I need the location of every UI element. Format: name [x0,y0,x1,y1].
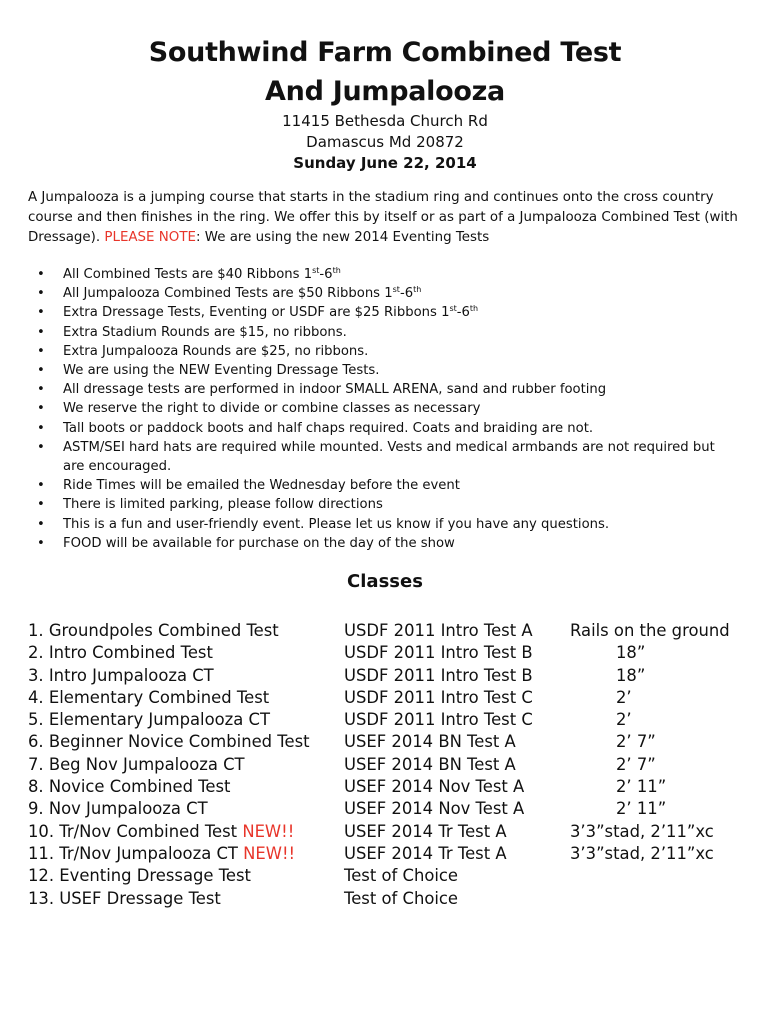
list-item [37,323,737,342]
bullet-icon: • [37,401,45,417]
class-name: 3. Intro Jumpalooza CT [28,665,214,685]
please-note-text: : We are using the new 2014 Eventing Tests [195,230,490,245]
table-row [28,888,748,910]
table-row [28,754,748,776]
table-row [28,821,748,843]
list-item [37,265,737,284]
title-line-2: And Jumpalooza [265,76,505,107]
ordinal-superscript: th [332,266,341,275]
table-row [28,843,748,865]
list-item [37,284,737,303]
table-row [28,776,748,798]
table-row [28,798,748,820]
list-item-text: There is limited parking, please follow directions [63,497,383,513]
class-name: 6. Beginner Novice Combined Test [28,732,310,752]
dressage-test: USDF 2011 Intro Test B [344,665,533,685]
address-street: 11415 Bethesda Church Rd [282,112,488,130]
list-item-text: All dressage tests are performed in indoor SMALL ARENA, sand and rubber footing [63,382,607,398]
rules-list [37,265,737,553]
table-row [28,731,748,753]
intro-paragraph [28,188,748,248]
ordinal-superscript: th [469,304,479,314]
dressage-test: USEF 2014 Tr Test A [344,843,507,863]
bullet-icon: • [37,420,45,436]
dressage-test: USEF 2014 Tr Test A [344,821,507,841]
bullet-icon: • [37,382,45,398]
address-city: Damascus Md 20872 [306,133,464,151]
dressage-test: USEF 2014 Nov Test A [344,799,525,819]
dressage-test: USDF 2011 Intro Test C [344,687,533,707]
bullet-icon: • [37,286,45,302]
list-item-text: This is a fun and user-friendly event. Please let us know if you have any questions. [63,516,610,532]
fence-height: 2’ 7” [616,754,656,774]
list-item-text: -6 [456,305,470,321]
table-row [28,642,748,664]
class-name-with-new [28,843,295,865]
fence-height: 2’ 11” [616,799,667,819]
bullet-icon: • [37,324,45,340]
list-item-text: All Jumpalooza Combined Tests are $50 Ribbons 1 [63,286,393,302]
dressage-test: USEF 2014 BN Test A [344,754,516,774]
list-item [37,438,737,476]
class-name: 13. USEF Dressage Test [28,888,221,908]
dressage-test: USDF 2011 Intro Test C [344,710,533,730]
bullet-icon: • [37,497,45,513]
dressage-test: Test of Choice [344,866,459,886]
fence-height: 2’ 7” [616,732,656,752]
list-item-text: All Combined Tests are $40 Ribbons 1 [63,267,313,282]
bullet-icon: • [37,305,45,321]
list-item-text: ASTM/SEI hard hats are required while mounted. Vests and medical armbands are not required but are encouraged. [63,439,715,475]
fence-height: 18” [616,643,646,663]
bullet-icon: • [37,535,45,551]
new-badge: NEW!! [243,843,296,863]
class-name-with-new [28,821,294,843]
dressage-test: USDF 2011 Intro Test A [344,621,533,640]
class-name: 12. Eventing Dressage Test [28,866,251,886]
class-name: 10. Tr/Nov Combined Test [28,821,243,841]
list-item-text: -6 [399,286,414,302]
fence-height: 2’ 11” [616,777,667,797]
fence-height: 3’3”stad, 2’11”xc [570,843,714,863]
ordinal-superscript: st [312,266,320,275]
classes-table [28,620,748,910]
class-name: 8. Novice Combined Test [28,777,231,797]
list-item-text: FOOD will be available for purchase on the day of the show [63,535,455,551]
intro-text: A Jumpalooza is a jumping course that starts in the stadium ring and continues onto the cross country course and then finishes in the ring. We offer this by itself or as part of a Jumpalooza Combined Test (with Dressage). [28,190,738,245]
fence-height: 18” [616,665,646,685]
bullet-icon: • [37,343,45,359]
fence-height: Rails on the ground [570,621,730,640]
list-item-text: Extra Jumpalooza Rounds are $25, no ribbons. [63,343,369,359]
table-row [28,620,748,642]
class-name: 4. Elementary Combined Test [28,687,270,707]
ordinal-superscript: th [413,285,422,295]
class-name: 2. Intro Combined Test [28,643,213,663]
list-item-text: We reserve the right to divide or combine classes as necessary [63,401,481,417]
fence-height: 2’ [616,687,632,707]
list-item-text: Extra Stadium Rounds are $15, no ribbons. [63,324,347,340]
ordinal-superscript: st [449,304,457,314]
list-item [37,495,737,514]
list-item-text: -6 [319,267,333,282]
dressage-test: Test of Choice [344,888,459,908]
list-item [37,534,737,553]
please-note-label: PLEASE NOTE [104,230,196,245]
table-row [28,709,748,731]
dressage-test: USEF 2014 Nov Test A [344,777,525,797]
new-badge: NEW!! [242,821,295,841]
class-name: 7. Beg Nov Jumpalooza CT [28,754,245,774]
list-item [37,419,737,438]
bullet-icon: • [37,439,45,455]
bullet-icon: • [37,516,45,532]
table-row [28,865,748,887]
fence-height: 2’ [616,710,632,730]
list-item [37,380,737,399]
title-line-1: Southwind Farm Combined Test [148,37,622,68]
bullet-icon: • [37,478,45,494]
event-date: Sunday June 22, 2014 [293,154,477,172]
list-item [37,515,737,534]
classes-heading: Classes [347,571,423,592]
fence-height: 3’3”stad, 2’11”xc [570,821,714,841]
list-item [37,399,737,418]
table-row [28,665,748,687]
list-item [37,476,737,495]
list-item [37,303,737,322]
list-item [37,361,737,380]
bullet-icon: • [37,267,45,282]
list-item [37,342,737,361]
list-item-text: Extra Dressage Tests, Eventing or USDF are $25 Ribbons 1 [63,305,450,321]
list-item-text: Ride Times will be emailed the Wednesday before the event [63,478,460,494]
table-row [28,687,748,709]
list-item-text: Tall boots or paddock boots and half chaps required. Coats and braiding are not. [63,420,594,436]
ordinal-superscript: st [392,285,400,295]
bullet-icon: • [37,363,45,379]
dressage-test: USDF 2011 Intro Test B [344,643,533,663]
list-item-text: We are using the NEW Eventing Dressage Tests. [63,363,380,379]
class-name: 1. Groundpoles Combined Test [28,621,279,640]
class-name: 9. Nov Jumpalooza CT [28,799,208,819]
class-name: 5. Elementary Jumpalooza CT [28,710,270,730]
dressage-test: USEF 2014 BN Test A [344,732,516,752]
class-name: 11. Tr/Nov Jumpalooza CT [28,843,244,863]
